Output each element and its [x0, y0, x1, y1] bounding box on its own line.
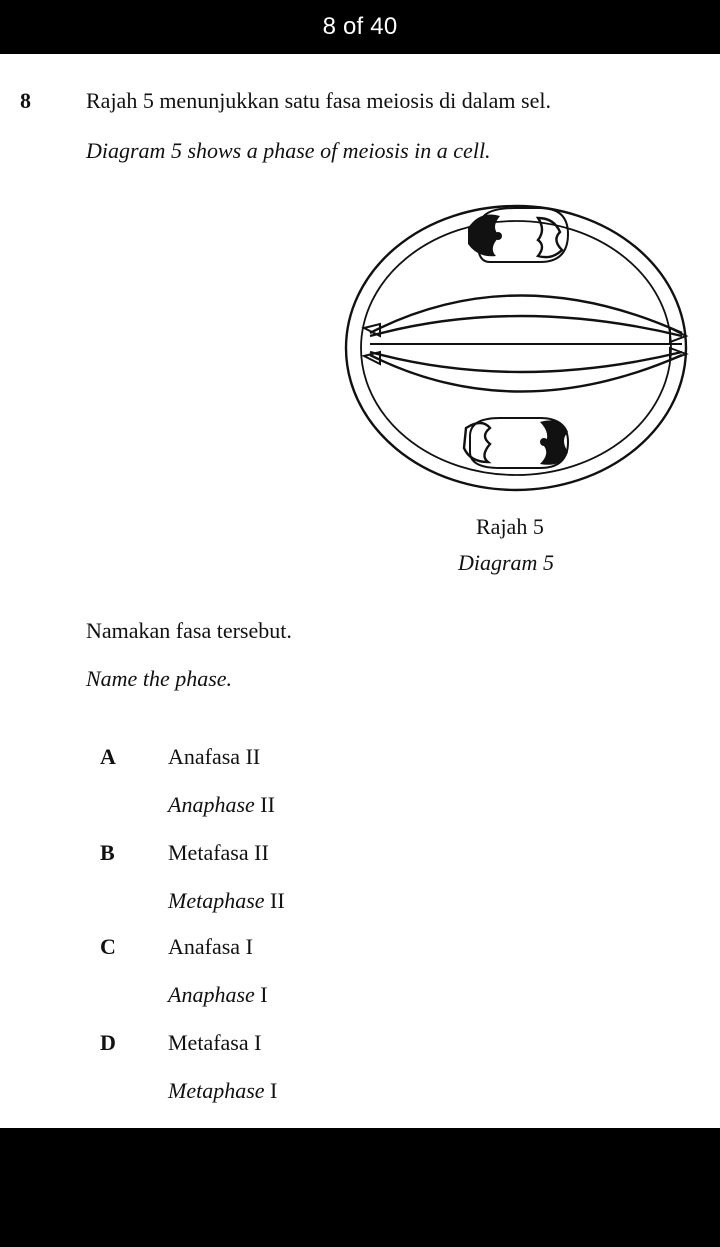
option-d-english[interactable]: [168, 1078, 277, 1104]
spindle-fibre: [370, 316, 682, 336]
option-b-english-word: Metaphase: [168, 888, 265, 913]
option-b-malay[interactable]: Metafasa II: [168, 840, 269, 865]
option-b-english[interactable]: [168, 888, 285, 914]
prompt-english: Name the phase.: [86, 666, 233, 691]
option-c-english-numeral: I: [260, 982, 268, 1007]
diagram-caption-english: Diagram 5: [458, 550, 554, 575]
option-d-letter[interactable]: D: [100, 1030, 116, 1055]
centromere: [540, 438, 548, 446]
inner-outline: [361, 221, 671, 475]
option-a-english[interactable]: [168, 792, 275, 818]
question-page: [0, 54, 720, 1128]
question-text-malay: Rajah 5 menunjukkan satu fasa meiosis di dalam sel.: [86, 88, 551, 113]
option-c-english-word: Anaphase: [168, 982, 255, 1007]
cell-membrane: [346, 206, 686, 490]
spindle-fibre: [370, 352, 682, 372]
page-counter: 8 of 40: [322, 13, 398, 40]
option-a-english-word: Anaphase: [168, 792, 255, 817]
chromosome: [464, 423, 490, 462]
option-d-english-numeral: I: [270, 1078, 278, 1103]
option-b-letter[interactable]: B: [100, 840, 115, 865]
spindle-fibre: [370, 355, 682, 392]
viewer-bottom-area: [0, 1128, 720, 1247]
option-d-malay[interactable]: Metafasa I: [168, 1030, 262, 1055]
option-a-english-numeral: II: [260, 792, 275, 817]
viewer-header: [0, 0, 720, 54]
prompt-malay: Namakan fasa tersebut.: [86, 618, 292, 643]
question-number: 8: [20, 88, 31, 113]
question-text-english: Diagram 5 shows a phase of meiosis in a cell.: [86, 138, 491, 163]
option-c-english[interactable]: [168, 982, 268, 1008]
option-a-letter[interactable]: A: [100, 744, 116, 769]
option-d-english-word: Metaphase: [168, 1078, 265, 1103]
option-c-malay[interactable]: Anafasa I: [168, 934, 253, 959]
meiosis-diagram: [340, 196, 696, 496]
option-b-english-numeral: II: [270, 888, 285, 913]
centromere: [494, 232, 502, 240]
option-c-letter[interactable]: C: [100, 934, 116, 959]
diagram-caption-malay: Rajah 5: [476, 514, 544, 539]
option-a-malay[interactable]: Anafasa II: [168, 744, 261, 769]
